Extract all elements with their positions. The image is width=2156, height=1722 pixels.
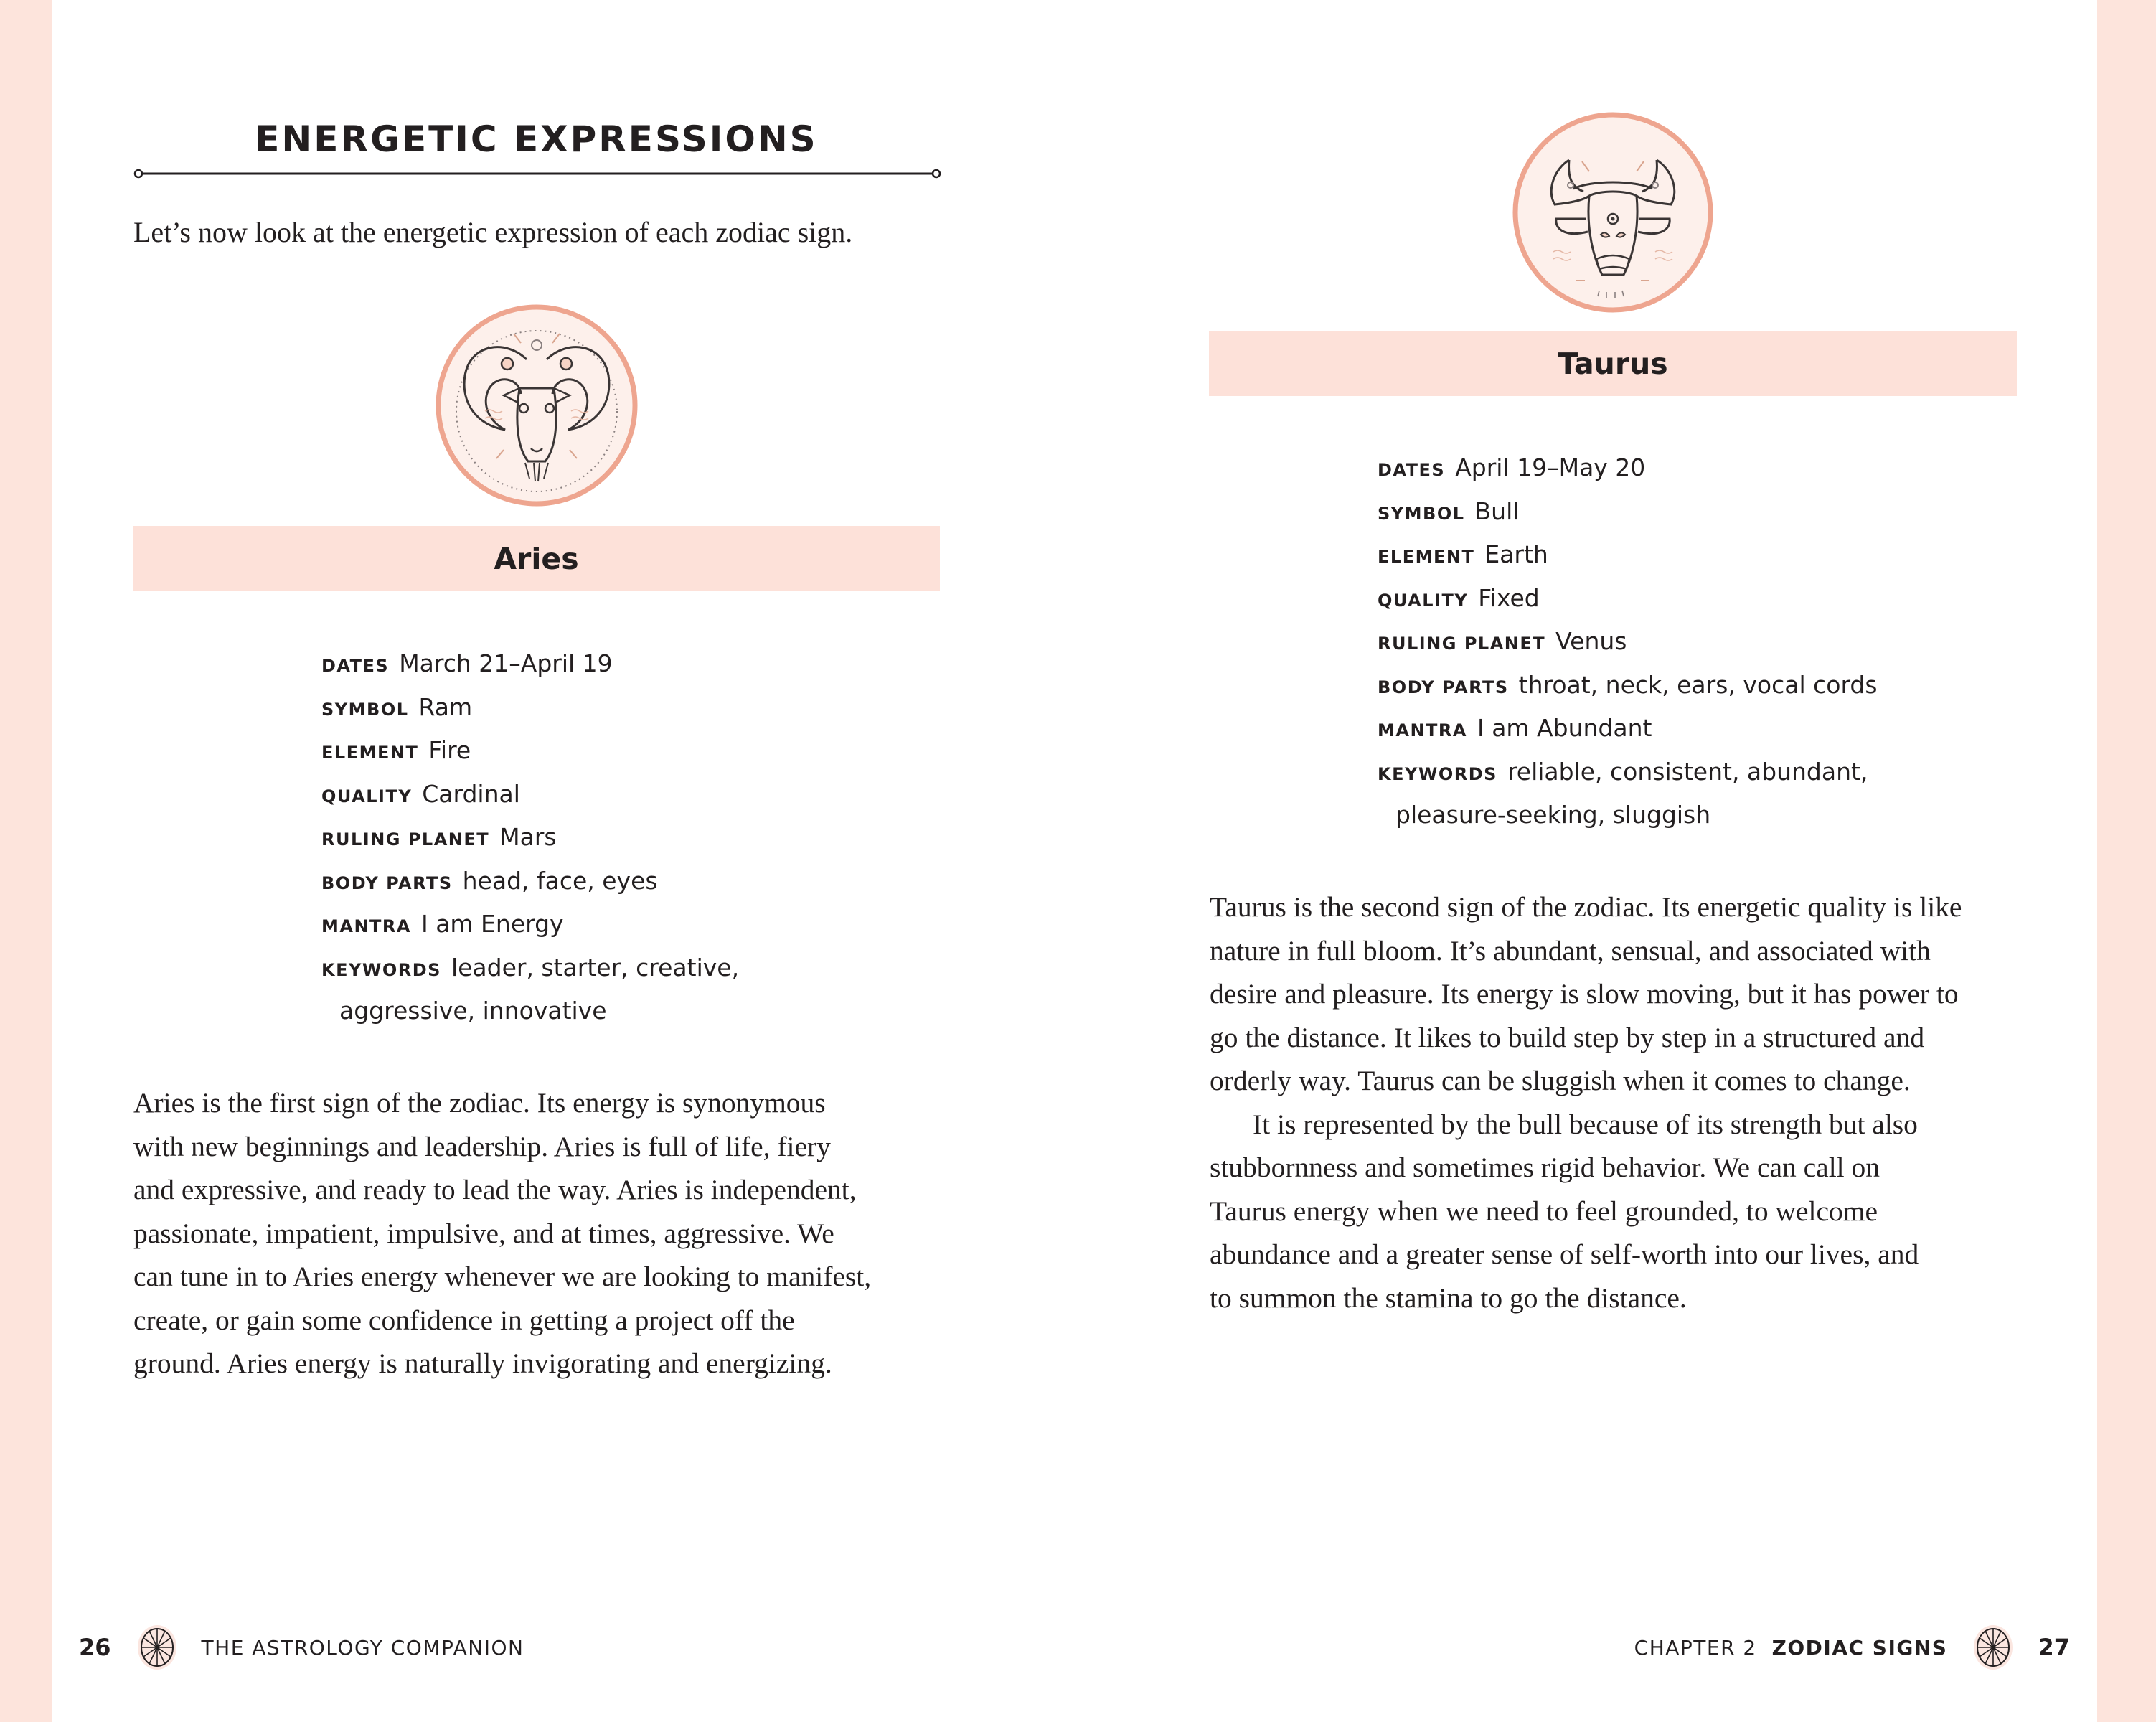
fact-value: Venus — [1555, 627, 1627, 655]
text-line: go the distance. It likes to build step by step in a structured and — [1210, 1021, 1925, 1053]
section-heading: ENERGETIC EXPRESSIONS — [255, 118, 818, 160]
text-line: Taurus energy when we need to feel grounded, to welcome — [1210, 1195, 1878, 1227]
aries-medallion — [435, 304, 639, 507]
text-line: and expressive, and ready to lead the way. Aries is independent, — [133, 1174, 857, 1205]
chapter-title: ZODIAC SIGNS — [1771, 1635, 1948, 1660]
fact-label: MANTRA — [321, 916, 411, 936]
fact-quality — [1378, 584, 1878, 628]
running-header — [1634, 1636, 1948, 1660]
fact-value: I am Energy — [420, 910, 564, 938]
fact-value: April 19–May 20 — [1455, 453, 1646, 481]
text-line: It is represented by the bull because of its strength but also — [1253, 1108, 1918, 1140]
fact-element — [321, 736, 739, 780]
text-line: passionate, impatient, impulsive, and at times, aggressive. We — [133, 1217, 834, 1249]
text-line: ground. Aries energy is naturally invigorating and energizing. — [133, 1347, 832, 1379]
fact-label: QUALITY — [321, 786, 413, 806]
sign-name: Taurus — [1558, 346, 1668, 381]
text-line: desire and pleasure. Its energy is slow moving, but it has power to — [1210, 978, 1959, 1010]
fact-value: Fixed — [1478, 583, 1540, 612]
fact-quality — [321, 780, 739, 824]
zodiac-wheel-icon — [1973, 1624, 2013, 1670]
fact-body-parts — [321, 867, 739, 911]
fact-ruling-planet — [1378, 627, 1878, 671]
fact-value: Ram — [418, 692, 473, 721]
right-edge-strip — [2097, 0, 2156, 1722]
page-number: 26 — [79, 1634, 111, 1661]
text-line: create, or gain some confidence in getting a project off the — [133, 1304, 795, 1336]
fact-body-parts — [1378, 671, 1878, 715]
fact-value: aggressive, innovative — [339, 997, 607, 1025]
fact-element — [1378, 540, 1878, 584]
fact-value: leader, starter, creative, — [451, 953, 740, 982]
sign-description — [133, 1081, 871, 1385]
description-paragraph — [1210, 885, 1962, 1103]
fact-ruling-planet — [321, 823, 739, 867]
heading-divider — [133, 168, 941, 179]
fact-value: Cardinal — [422, 779, 520, 808]
text-line: orderly way. Taurus can be sluggish when it comes to change. — [1210, 1065, 1911, 1096]
sign-facts-list — [321, 649, 739, 1040]
right-footer — [1634, 1627, 2070, 1667]
fact-label: KEYWORDS — [321, 959, 441, 980]
text-line: Aries is the first sign of the zodiac. Its energy is synonymous — [133, 1087, 826, 1119]
sign-title-band — [133, 526, 940, 591]
fact-dates — [1378, 453, 1878, 497]
bull-head-icon — [1512, 111, 1714, 314]
fact-value: throat, neck, ears, vocal cords — [1518, 670, 1878, 699]
fact-mantra — [321, 910, 739, 954]
fact-label: BODY PARTS — [321, 872, 453, 893]
fact-value: Earth — [1484, 540, 1548, 568]
text-line: stubbornness and sometimes rigid behavior. We can call on — [1210, 1152, 1880, 1183]
page-number: 27 — [2038, 1634, 2070, 1661]
fact-symbol — [1378, 497, 1878, 541]
fact-keywords-continued — [1378, 801, 1878, 844]
fact-label: DATES — [1378, 460, 1446, 480]
fact-label: ELEMENT — [321, 743, 419, 763]
fact-keywords-continued — [321, 997, 739, 1040]
fact-value: Bull — [1474, 497, 1520, 525]
fact-keywords — [1378, 758, 1878, 801]
fact-label: MANTRA — [1378, 720, 1467, 740]
sign-description — [1210, 885, 1962, 1319]
fact-label: SYMBOL — [321, 699, 409, 720]
fact-value: reliable, consistent, abundant, — [1507, 757, 1868, 786]
sign-title-band — [1209, 331, 2017, 396]
fact-label: QUALITY — [1378, 590, 1469, 611]
description-paragraph — [1210, 1103, 1962, 1320]
sign-facts-list — [1378, 453, 1878, 844]
left-footer — [79, 1627, 524, 1667]
fact-label: SYMBOL — [1378, 503, 1465, 524]
text-line: abundance and a greater sense of self-worth into our lives, and — [1210, 1238, 1919, 1270]
intro-text: Let’s now look at the energetic expression of each zodiac sign. — [133, 216, 853, 248]
fact-value: pleasure-seeking, sluggish — [1395, 801, 1711, 829]
fact-value: I am Abundant — [1477, 714, 1652, 742]
text-line: can tune in to Aries energy whenever we are looking to manifest, — [133, 1261, 872, 1292]
text-line: with new beginnings and leadership. Aries is full of life, fiery — [133, 1130, 831, 1162]
sign-name: Aries — [494, 541, 579, 576]
fact-value: Mars — [499, 823, 557, 851]
fact-value: March 21–April 19 — [399, 649, 613, 677]
chapter-label: CHAPTER 2 — [1634, 1635, 1757, 1660]
fact-label: KEYWORDS — [1378, 763, 1497, 784]
text-line: Taurus is the second sign of the zodiac. Its energetic quality is like — [1210, 891, 1962, 923]
fact-value: Fire — [428, 736, 471, 764]
taurus-medallion — [1512, 111, 1714, 314]
zodiac-wheel-icon — [137, 1624, 177, 1670]
fact-symbol — [321, 693, 739, 737]
fact-label: BODY PARTS — [1378, 677, 1509, 697]
ram-head-icon — [435, 304, 639, 507]
left-edge-strip — [0, 0, 52, 1722]
book-title: THE ASTROLOGY COMPANION — [201, 1635, 524, 1660]
fact-keywords — [321, 954, 739, 997]
fact-label: DATES — [321, 656, 390, 676]
fact-label: RULING PLANET — [321, 829, 490, 850]
fact-value: head, face, eyes — [462, 866, 658, 895]
description-paragraph — [133, 1081, 871, 1385]
fact-label: ELEMENT — [1378, 547, 1475, 567]
fact-label: RULING PLANET — [1378, 634, 1546, 654]
text-line: to summon the stamina to go the distance. — [1210, 1281, 1687, 1314]
fact-mantra — [1378, 714, 1878, 758]
text-line: nature in full bloom. It’s abundant, sensual, and associated with — [1210, 934, 1931, 966]
fact-dates — [321, 649, 739, 693]
